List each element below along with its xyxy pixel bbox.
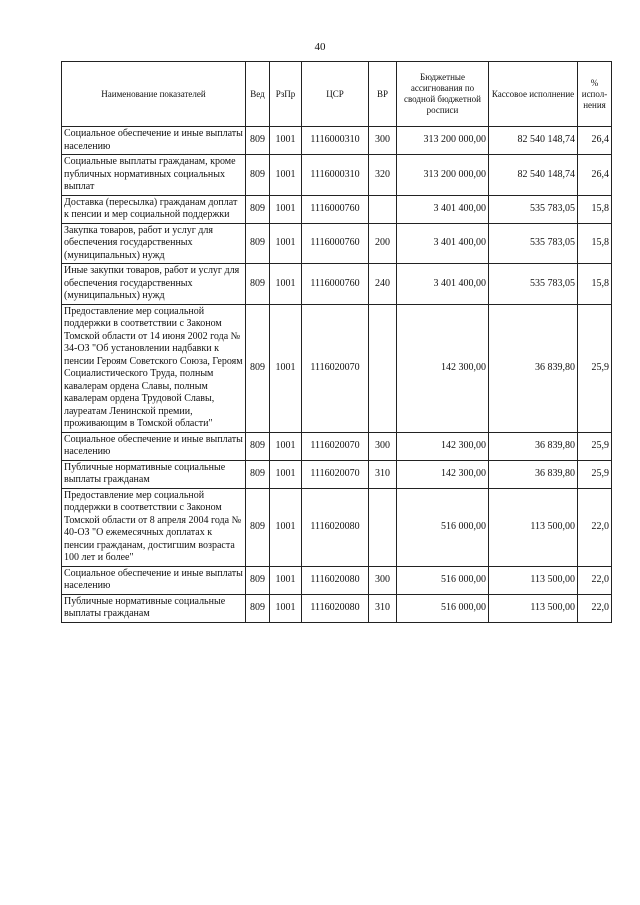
cell-csr: 1116020070 [302,460,369,488]
cell-vr: 300 [369,432,397,460]
cell-cash-execution: 113 500,00 [489,594,578,622]
cell-assignments: 313 200 000,00 [397,155,489,196]
cell-rzpr: 1001 [270,223,302,264]
cell-vr [369,195,397,223]
cell-execution-percent: 25,9 [578,460,612,488]
table-header-row [62,62,612,127]
cell-ved: 809 [246,264,270,305]
cell-rzpr: 1001 [270,155,302,196]
cell-cash-execution: 82 540 148,74 [489,127,578,155]
cell-csr: 1116000310 [302,155,369,196]
cell-assignments: 3 401 400,00 [397,195,489,223]
cell-rzpr: 1001 [270,460,302,488]
cell-execution-percent: 26,4 [578,155,612,196]
cell-execution-percent: 22,0 [578,488,612,566]
cell-cash-execution: 113 500,00 [489,488,578,566]
cell-csr: 1116020070 [302,432,369,460]
header-name: Наименование показателей [62,62,246,127]
cell-csr: 1116020080 [302,488,369,566]
cell-rzpr: 1001 [270,195,302,223]
cell-assignments: 516 000,00 [397,566,489,594]
cell-name: Публичные нормативные социальные выплаты гражданам [62,460,246,488]
cell-csr: 1116020080 [302,566,369,594]
budget-table [61,61,612,623]
header-rzpr: РзПр [270,62,302,127]
cell-assignments: 516 000,00 [397,594,489,622]
cell-cash-execution: 535 783,05 [489,264,578,305]
header-csr: ЦСР [302,62,369,127]
cell-vr [369,304,397,432]
cell-assignments: 3 401 400,00 [397,264,489,305]
cell-execution-percent: 25,9 [578,304,612,432]
cell-ved: 809 [246,304,270,432]
header-vr: ВР [369,62,397,127]
table-row [62,304,612,432]
cell-assignments: 142 300,00 [397,460,489,488]
table-row [62,488,612,566]
table-row [62,155,612,196]
cell-execution-percent: 15,8 [578,195,612,223]
cell-execution-percent: 26,4 [578,127,612,155]
cell-cash-execution: 36 839,80 [489,460,578,488]
cell-ved: 809 [246,460,270,488]
cell-ved: 809 [246,223,270,264]
cell-name: Предоставление мер социальной поддержки в соответствии с Законом Томской области от 8 апреля 2004 года № 40-ОЗ "О ежемесячных доплатах к пенсии гражданам, достигшим возраста 100 лет и более" [62,488,246,566]
cell-assignments: 3 401 400,00 [397,223,489,264]
cell-rzpr: 1001 [270,594,302,622]
cell-ved: 809 [246,488,270,566]
cell-ved: 809 [246,594,270,622]
page-number: 40 [314,41,326,53]
cell-cash-execution: 36 839,80 [489,432,578,460]
cell-vr: 240 [369,264,397,305]
cell-assignments: 142 300,00 [397,304,489,432]
table-row [62,432,612,460]
cell-name: Закупка товаров, работ и услуг для обеспечения государственных (муниципальных) нужд [62,223,246,264]
table-row [62,264,612,305]
cell-vr: 200 [369,223,397,264]
cell-csr: 1116000310 [302,127,369,155]
cell-name: Социальное обеспечение и иные выплаты населению [62,566,246,594]
header-ved: Вед [246,62,270,127]
cell-csr: 1116020070 [302,304,369,432]
table-row [62,460,612,488]
cell-name: Предоставление мер социальной поддержки в соответствии с Законом Томской области от 14 июня 2002 года № 34-ОЗ "Об установлении надбавки к пенсии Героям Советского Союза, Героям Социалистического Труда, полным кавалерам ордена Славы, полным кавалерам ордена Трудовой Славы, лауреатам Ленинской премии, проживающим в Томской области" [62,304,246,432]
cell-cash-execution: 535 783,05 [489,223,578,264]
table-row [62,127,612,155]
cell-execution-percent: 15,8 [578,223,612,264]
cell-vr [369,488,397,566]
header-execution-percent: % испол-нения [578,62,612,127]
cell-ved: 809 [246,566,270,594]
cell-name: Социальное обеспечение и иные выплаты населению [62,432,246,460]
cell-rzpr: 1001 [270,304,302,432]
cell-execution-percent: 22,0 [578,566,612,594]
cell-assignments: 142 300,00 [397,432,489,460]
cell-ved: 809 [246,155,270,196]
cell-ved: 809 [246,432,270,460]
cell-execution-percent: 22,0 [578,594,612,622]
cell-rzpr: 1001 [270,488,302,566]
cell-name: Социальные выплаты гражданам, кроме публичных нормативных социальных выплат [62,155,246,196]
cell-name: Публичные нормативные социальные выплаты гражданам [62,594,246,622]
table-row [62,223,612,264]
table-body [62,127,612,623]
cell-vr: 310 [369,460,397,488]
header-assignments: Бюджетные ассигнования по сводной бюджетной росписи [397,62,489,127]
table-row [62,566,612,594]
cell-assignments: 313 200 000,00 [397,127,489,155]
cell-cash-execution: 113 500,00 [489,566,578,594]
table-row [62,594,612,622]
table-row [62,195,612,223]
cell-rzpr: 1001 [270,432,302,460]
cell-rzpr: 1001 [270,127,302,155]
cell-rzpr: 1001 [270,566,302,594]
cell-cash-execution: 82 540 148,74 [489,155,578,196]
cell-execution-percent: 25,9 [578,432,612,460]
cell-ved: 809 [246,127,270,155]
cell-name: Доставка (пересылка) гражданам доплат к пенсии и мер социальной поддержки [62,195,246,223]
cell-vr: 320 [369,155,397,196]
cell-name: Иные закупки товаров, работ и услуг для обеспечения государственных (муниципальных) нужд [62,264,246,305]
cell-csr: 1116000760 [302,223,369,264]
cell-vr: 300 [369,127,397,155]
cell-vr: 310 [369,594,397,622]
cell-csr: 1116020080 [302,594,369,622]
cell-vr: 300 [369,566,397,594]
cell-csr: 1116000760 [302,264,369,305]
cell-cash-execution: 36 839,80 [489,304,578,432]
cell-cash-execution: 535 783,05 [489,195,578,223]
header-cash-execution: Кассовое исполнение [489,62,578,127]
cell-name: Социальное обеспечение и иные выплаты населению [62,127,246,155]
cell-rzpr: 1001 [270,264,302,305]
cell-assignments: 516 000,00 [397,488,489,566]
cell-ved: 809 [246,195,270,223]
cell-csr: 1116000760 [302,195,369,223]
cell-execution-percent: 15,8 [578,264,612,305]
